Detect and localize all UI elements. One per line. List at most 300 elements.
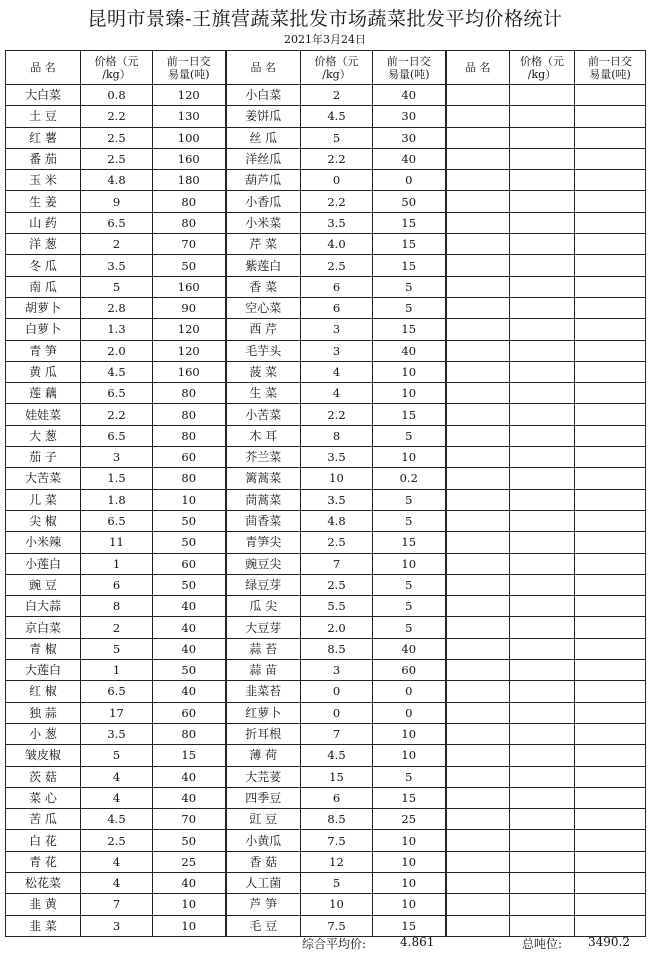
table-row xyxy=(6,340,646,361)
cell-name xyxy=(446,915,510,936)
table-row xyxy=(6,830,646,851)
total-tonnage-label: 总吨位: xyxy=(522,937,563,951)
table-row xyxy=(6,191,646,212)
cell-volume: 10 xyxy=(373,361,446,382)
cell-volume: 50 xyxy=(153,255,226,276)
cell-name: 红萝卜 xyxy=(226,702,301,723)
table-row xyxy=(6,106,646,127)
cell-price xyxy=(510,425,575,446)
cell-name xyxy=(446,234,510,255)
cell-price: 8.5 xyxy=(301,809,373,830)
header-name: 品 名 xyxy=(446,51,510,85)
header-volume: 前一日交 易量(吨) xyxy=(153,51,226,85)
table-row xyxy=(6,148,646,169)
cell-name: 尖 椒 xyxy=(6,510,81,531)
cell-volume xyxy=(575,660,646,681)
cell-price: 4.0 xyxy=(301,234,373,255)
cell-price: 3.5 xyxy=(301,489,373,510)
cell-name: 蒜 苗 xyxy=(226,660,301,681)
table-row xyxy=(6,276,646,297)
cell-name: 芥兰菜 xyxy=(226,447,301,468)
price-table xyxy=(5,50,646,937)
cell-name xyxy=(446,830,510,851)
cell-price: 2.0 xyxy=(301,617,373,638)
cell-name xyxy=(446,383,510,404)
cell-name xyxy=(446,85,510,106)
cell-price: 6 xyxy=(301,276,373,297)
cell-volume: 10 xyxy=(153,489,226,510)
table-row xyxy=(6,638,646,659)
cell-name xyxy=(446,489,510,510)
table-row xyxy=(6,383,646,404)
cell-name: 儿 菜 xyxy=(6,489,81,510)
cell-name xyxy=(446,596,510,617)
cell-name xyxy=(446,872,510,893)
cell-volume: 10 xyxy=(373,447,446,468)
total-tonnage-value: 3490.2 xyxy=(588,935,630,949)
cell-price: 17 xyxy=(81,702,153,723)
cell-volume: 5 xyxy=(373,574,446,595)
cell-volume xyxy=(575,766,646,787)
cell-price: 6.5 xyxy=(81,510,153,531)
cell-name xyxy=(446,148,510,169)
cell-volume: 15 xyxy=(373,212,446,233)
cell-name xyxy=(446,787,510,808)
cell-price xyxy=(510,702,575,723)
cell-name: 京白菜 xyxy=(6,617,81,638)
cell-name: 番 茄 xyxy=(6,148,81,169)
table-row xyxy=(6,851,646,872)
cell-name xyxy=(446,638,510,659)
cell-name: 菠 菜 xyxy=(226,361,301,382)
cell-price: 2.0 xyxy=(81,340,153,361)
cell-price xyxy=(510,319,575,340)
cell-price xyxy=(510,447,575,468)
cell-price: 4.5 xyxy=(301,745,373,766)
cell-volume: 5 xyxy=(373,489,446,510)
cell-name: 茄 子 xyxy=(6,447,81,468)
cell-price: 6.5 xyxy=(81,383,153,404)
cell-volume: 15 xyxy=(153,745,226,766)
cell-name: 苦 瓜 xyxy=(6,809,81,830)
cell-name: 莲 藕 xyxy=(6,383,81,404)
cell-volume: 15 xyxy=(373,787,446,808)
cell-name xyxy=(446,617,510,638)
cell-price xyxy=(510,404,575,425)
cell-volume: 5 xyxy=(373,596,446,617)
cell-volume: 80 xyxy=(153,723,226,744)
cell-name: 南 瓜 xyxy=(6,276,81,297)
cell-volume: 40 xyxy=(373,638,446,659)
cell-name: 胡萝卜 xyxy=(6,297,81,318)
cell-volume: 80 xyxy=(153,425,226,446)
cell-name: 大白菜 xyxy=(6,85,81,106)
cell-name xyxy=(446,574,510,595)
cell-price: 4.8 xyxy=(81,170,153,191)
cell-name: 篱蒿菜 xyxy=(226,468,301,489)
table-header-row xyxy=(6,51,646,85)
cell-price: 7.5 xyxy=(301,830,373,851)
cell-name: 洋 葱 xyxy=(6,234,81,255)
cell-volume: 40 xyxy=(153,872,226,893)
cell-volume: 0.2 xyxy=(373,468,446,489)
cell-name xyxy=(446,809,510,830)
cell-price xyxy=(510,787,575,808)
cell-volume: 10 xyxy=(373,872,446,893)
cell-name: 茼蒿菜 xyxy=(226,489,301,510)
cell-name xyxy=(446,212,510,233)
table-row xyxy=(6,170,646,191)
table-row xyxy=(6,532,646,553)
cell-price xyxy=(510,553,575,574)
cell-price: 2.2 xyxy=(301,148,373,169)
cell-volume: 30 xyxy=(373,127,446,148)
cell-price: 2.2 xyxy=(301,404,373,425)
cell-name xyxy=(446,340,510,361)
cell-volume: 15 xyxy=(373,319,446,340)
cell-price xyxy=(510,510,575,531)
cell-name: 空心菜 xyxy=(226,297,301,318)
cell-name xyxy=(446,894,510,915)
cell-price: 7 xyxy=(301,723,373,744)
cell-volume: 40 xyxy=(153,766,226,787)
table-row xyxy=(6,510,646,531)
cell-volume xyxy=(575,830,646,851)
cell-volume: 40 xyxy=(153,596,226,617)
cell-volume: 100 xyxy=(153,127,226,148)
cell-name: 白大蒜 xyxy=(6,596,81,617)
cell-price: 3 xyxy=(301,660,373,681)
cell-price: 10 xyxy=(301,468,373,489)
cell-price: 5 xyxy=(81,276,153,297)
table-row xyxy=(6,319,646,340)
cell-price: 3.5 xyxy=(81,255,153,276)
cell-volume: 10 xyxy=(373,745,446,766)
cell-volume: 50 xyxy=(153,574,226,595)
header-name: 品 名 xyxy=(226,51,301,85)
cell-name: 小香瓜 xyxy=(226,191,301,212)
cell-volume: 60 xyxy=(373,660,446,681)
cell-name: 韭 菜 xyxy=(6,915,81,936)
cell-volume xyxy=(575,468,646,489)
cell-name xyxy=(446,425,510,446)
cell-volume xyxy=(575,723,646,744)
cell-price xyxy=(510,170,575,191)
cell-price: 6.5 xyxy=(81,212,153,233)
cell-price xyxy=(510,297,575,318)
cell-price xyxy=(510,638,575,659)
cell-volume: 15 xyxy=(373,234,446,255)
cell-name xyxy=(446,510,510,531)
cell-name: 大芫荽 xyxy=(226,766,301,787)
cell-price: 2.5 xyxy=(81,148,153,169)
cell-volume xyxy=(575,617,646,638)
cell-name: 葫芦瓜 xyxy=(226,170,301,191)
report-date: 2021年3月24日 xyxy=(284,33,366,46)
cell-name: 洋丝瓜 xyxy=(226,148,301,169)
cell-name xyxy=(446,660,510,681)
cell-price: 3 xyxy=(301,319,373,340)
cell-name: 小 葱 xyxy=(6,723,81,744)
cell-name xyxy=(446,106,510,127)
cell-volume: 15 xyxy=(373,404,446,425)
cell-name xyxy=(446,276,510,297)
summary-footer xyxy=(0,935,650,951)
cell-volume xyxy=(575,148,646,169)
cell-price: 3.5 xyxy=(81,723,153,744)
average-price-label: 综合平均价: xyxy=(302,937,367,951)
table-row xyxy=(6,681,646,702)
cell-name xyxy=(446,170,510,191)
cell-name xyxy=(446,127,510,148)
cell-name: 大豆芽 xyxy=(226,617,301,638)
cell-volume: 80 xyxy=(153,212,226,233)
cell-price xyxy=(510,723,575,744)
cell-price: 9 xyxy=(81,191,153,212)
cell-price: 2.5 xyxy=(301,255,373,276)
cell-volume xyxy=(575,297,646,318)
cell-volume: 15 xyxy=(373,532,446,553)
cell-price: 2.2 xyxy=(301,191,373,212)
cell-price xyxy=(510,361,575,382)
cell-volume: 80 xyxy=(153,191,226,212)
cell-volume: 50 xyxy=(153,532,226,553)
cell-volume: 130 xyxy=(153,106,226,127)
cell-name: 芹 菜 xyxy=(226,234,301,255)
cell-name: 韭菜苔 xyxy=(226,681,301,702)
cell-price: 5 xyxy=(81,745,153,766)
cell-volume xyxy=(575,447,646,468)
cell-name: 小米辣 xyxy=(6,532,81,553)
cell-price: 0.8 xyxy=(81,85,153,106)
cell-price xyxy=(510,894,575,915)
cell-name: 毛 豆 xyxy=(226,915,301,936)
cell-name: 木 耳 xyxy=(226,425,301,446)
header-price: 价格（元 /kg） xyxy=(301,51,373,85)
cell-name: 土 豆 xyxy=(6,106,81,127)
cell-name: 人工菌 xyxy=(226,872,301,893)
cell-volume: 50 xyxy=(153,510,226,531)
cell-volume xyxy=(575,234,646,255)
table-row xyxy=(6,574,646,595)
cell-name: 大莲白 xyxy=(6,660,81,681)
table-row xyxy=(6,787,646,808)
cell-name xyxy=(446,255,510,276)
cell-name xyxy=(446,723,510,744)
cell-name: 红 椒 xyxy=(6,681,81,702)
cell-volume: 5 xyxy=(373,617,446,638)
cell-price: 1.8 xyxy=(81,489,153,510)
cell-name: 生 菜 xyxy=(226,383,301,404)
table-row xyxy=(6,425,646,446)
cell-price: 4 xyxy=(81,872,153,893)
cell-volume: 10 xyxy=(373,553,446,574)
cell-price: 12 xyxy=(301,851,373,872)
cell-volume: 0 xyxy=(373,170,446,191)
cell-price xyxy=(510,915,575,936)
table-row xyxy=(6,489,646,510)
table-row xyxy=(6,596,646,617)
cell-price xyxy=(510,766,575,787)
cell-price xyxy=(510,383,575,404)
cell-price: 3 xyxy=(301,340,373,361)
cell-volume xyxy=(575,361,646,382)
cell-name xyxy=(446,468,510,489)
cell-volume xyxy=(575,404,646,425)
cell-price: 4.5 xyxy=(81,361,153,382)
cell-price xyxy=(510,745,575,766)
cell-name: 豇 豆 xyxy=(226,809,301,830)
cell-price xyxy=(510,212,575,233)
cell-price xyxy=(510,340,575,361)
cell-volume: 10 xyxy=(373,830,446,851)
cell-price xyxy=(510,234,575,255)
table-row xyxy=(6,872,646,893)
cell-price: 1 xyxy=(81,660,153,681)
cell-volume xyxy=(575,276,646,297)
cell-volume xyxy=(575,255,646,276)
table-row xyxy=(6,468,646,489)
table-row xyxy=(6,766,646,787)
cell-name: 茴香菜 xyxy=(226,510,301,531)
header-price: 价格（元 /kg） xyxy=(510,51,575,85)
cell-volume: 5 xyxy=(373,510,446,531)
cell-volume: 10 xyxy=(373,383,446,404)
cell-name: 香 菇 xyxy=(226,851,301,872)
cell-price: 8.5 xyxy=(301,638,373,659)
header-volume: 前一日交 易量(吨) xyxy=(373,51,446,85)
cell-name: 韭 黄 xyxy=(6,894,81,915)
cell-price: 4.8 xyxy=(301,510,373,531)
cell-volume xyxy=(575,383,646,404)
cell-name: 青笋尖 xyxy=(226,532,301,553)
cell-volume: 160 xyxy=(153,361,226,382)
cell-price: 0 xyxy=(301,681,373,702)
cell-price: 3 xyxy=(81,915,153,936)
cell-name: 毛芋头 xyxy=(226,340,301,361)
cell-name: 大 葱 xyxy=(6,425,81,446)
cell-price: 7 xyxy=(81,894,153,915)
cell-name: 折耳根 xyxy=(226,723,301,744)
cell-volume: 70 xyxy=(153,234,226,255)
cell-name xyxy=(446,766,510,787)
cell-volume: 50 xyxy=(373,191,446,212)
cell-volume xyxy=(575,702,646,723)
cell-name: 红 薯 xyxy=(6,127,81,148)
cell-volume xyxy=(575,574,646,595)
cell-price xyxy=(510,85,575,106)
table-row xyxy=(6,894,646,915)
average-price-value: 4.861 xyxy=(400,935,435,949)
cell-name xyxy=(446,532,510,553)
table-row xyxy=(6,447,646,468)
cell-price: 6 xyxy=(301,787,373,808)
cell-volume: 5 xyxy=(373,297,446,318)
cell-volume: 180 xyxy=(153,170,226,191)
cell-volume: 160 xyxy=(153,276,226,297)
cell-volume: 50 xyxy=(153,660,226,681)
cell-volume: 10 xyxy=(153,894,226,915)
cell-volume: 40 xyxy=(153,638,226,659)
table-row xyxy=(6,404,646,425)
cell-name: 冬 瓜 xyxy=(6,255,81,276)
cell-price: 8 xyxy=(81,596,153,617)
cell-name: 小苦菜 xyxy=(226,404,301,425)
cell-name: 豌豆尖 xyxy=(226,553,301,574)
cell-volume xyxy=(575,872,646,893)
cell-name xyxy=(446,681,510,702)
cell-volume xyxy=(575,894,646,915)
cell-volume xyxy=(575,681,646,702)
table-row xyxy=(6,361,646,382)
cell-price: 7 xyxy=(301,553,373,574)
cell-volume: 50 xyxy=(153,830,226,851)
cell-price xyxy=(510,468,575,489)
cell-price: 2.5 xyxy=(81,127,153,148)
cell-price: 4.5 xyxy=(301,106,373,127)
cell-name: 娃娃菜 xyxy=(6,404,81,425)
cell-volume: 120 xyxy=(153,319,226,340)
cell-price: 6.5 xyxy=(81,681,153,702)
cell-price: 15 xyxy=(301,766,373,787)
table-row xyxy=(6,809,646,830)
cell-price: 4 xyxy=(81,851,153,872)
header-volume: 前一日交 易量(吨) xyxy=(575,51,646,85)
cell-name xyxy=(446,319,510,340)
cell-volume: 15 xyxy=(373,255,446,276)
cell-volume xyxy=(575,425,646,446)
cell-volume xyxy=(575,319,646,340)
cell-volume: 60 xyxy=(153,447,226,468)
cell-price: 3.5 xyxy=(301,212,373,233)
cell-name: 豌 豆 xyxy=(6,574,81,595)
cell-name: 青 花 xyxy=(6,851,81,872)
cell-price: 4 xyxy=(301,383,373,404)
cell-name: 皱皮椒 xyxy=(6,745,81,766)
cell-price xyxy=(510,255,575,276)
cell-name: 生 姜 xyxy=(6,191,81,212)
cell-price: 8 xyxy=(301,425,373,446)
cell-volume: 5 xyxy=(373,276,446,297)
cell-volume xyxy=(575,212,646,233)
cell-price xyxy=(510,489,575,510)
header-price: 价格（元 /kg） xyxy=(81,51,153,85)
cell-name xyxy=(446,361,510,382)
cell-name xyxy=(446,404,510,425)
cell-volume: 80 xyxy=(153,404,226,425)
cell-price xyxy=(510,127,575,148)
cell-name xyxy=(446,191,510,212)
cell-volume xyxy=(575,170,646,191)
table-row xyxy=(6,234,646,255)
cell-name xyxy=(446,851,510,872)
cell-volume: 5 xyxy=(373,766,446,787)
cell-name xyxy=(446,553,510,574)
cell-name: 茨 菇 xyxy=(6,766,81,787)
table-row xyxy=(6,85,646,106)
cell-name: 小白菜 xyxy=(226,85,301,106)
cell-name: 小米菜 xyxy=(226,212,301,233)
cell-price: 2.5 xyxy=(81,830,153,851)
cell-price: 6.5 xyxy=(81,425,153,446)
cell-name: 菜 心 xyxy=(6,787,81,808)
cell-volume: 40 xyxy=(373,85,446,106)
cell-volume xyxy=(575,809,646,830)
cell-volume: 40 xyxy=(373,148,446,169)
cell-name: 玉 米 xyxy=(6,170,81,191)
cell-volume: 60 xyxy=(153,553,226,574)
cell-name: 西 芹 xyxy=(226,319,301,340)
